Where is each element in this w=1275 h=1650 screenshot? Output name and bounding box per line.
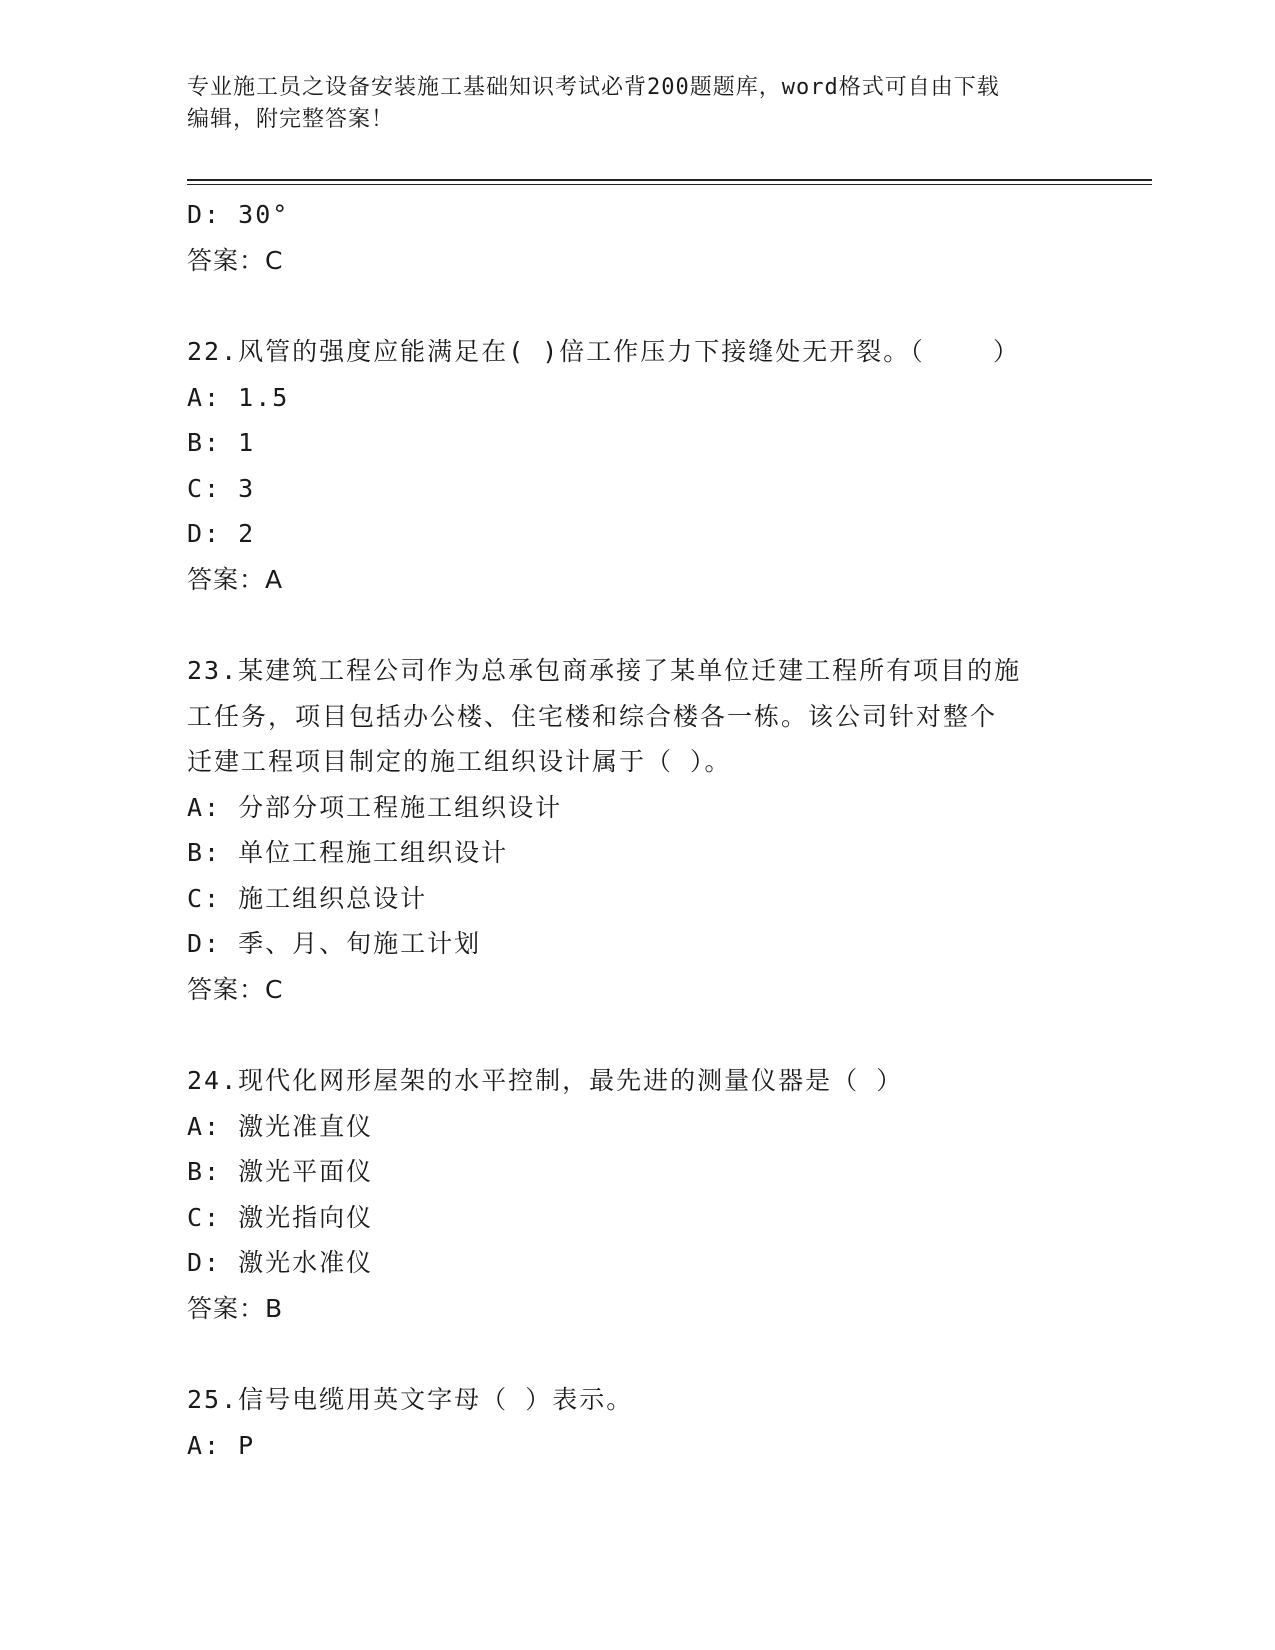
answer-line: 答案：C <box>187 974 284 1004</box>
option-a: A: 激光准直仪 <box>187 1111 374 1141</box>
header-line-2: 编辑，附完整答案！ <box>187 107 395 132</box>
answer-line: 答案：A <box>187 564 284 594</box>
question-text-line-2: 工任务，项目包括办公楼、住宅楼和综合楼各一栋。该公司针对整个 <box>187 701 998 731</box>
document-header <box>187 72 1087 136</box>
header-rule-thick <box>187 179 1152 181</box>
question-text: 25.信号电缆用英文字母（ ）表示。 <box>187 1385 634 1414</box>
option-b: B: 单位工程施工组织设计 <box>187 838 509 867</box>
option-b: B: 激光平面仪 <box>187 1157 374 1186</box>
question-text: 22.风管的强度应能满足在( )倍工作压力下接缝处无开裂。（ ） <box>187 337 1021 366</box>
document-body <box>187 192 1087 1468</box>
option-a: A: 1.5 <box>187 382 290 412</box>
option-d: D: 激光水准仪 <box>187 1248 374 1277</box>
question-25 <box>187 1377 1087 1468</box>
option-d: D: 季、月、旬施工计划 <box>187 929 482 958</box>
question-22 <box>187 329 1087 602</box>
option-d: D: 30° <box>187 200 290 229</box>
option-a: A: P <box>187 1430 256 1460</box>
question-text-line-1: 23.某建筑工程公司作为总承包商承接了某单位迁建工程所有项目的施 <box>187 656 1022 685</box>
answer-line: 答案：B <box>187 1293 284 1323</box>
option-b: B: 1 <box>187 428 256 457</box>
option-d: D: 2 <box>187 519 256 548</box>
option-c: C: 施工组织总设计 <box>187 883 428 913</box>
option-c: C: 3 <box>187 473 256 503</box>
header-line-1: 专业施工员之设备安装施工基础知识考试必背200题题库，word格式可自由下载 <box>187 75 1000 100</box>
option-c: C: 激光指向仪 <box>187 1202 374 1232</box>
header-rule-thin <box>187 184 1152 185</box>
question-text-line-3: 迁建工程项目制定的施工组织设计属于（ ）。 <box>187 747 732 776</box>
question-21-tail <box>187 192 1087 283</box>
question-24 <box>187 1058 1087 1331</box>
option-a: A: 分部分项工程施工组织设计 <box>187 792 563 822</box>
question-text: 24.现代化网形屋架的水平控制，最先进的测量仪器是（ ） <box>187 1066 904 1095</box>
answer-line: 答案：C <box>187 245 284 275</box>
question-23 <box>187 648 1087 1012</box>
